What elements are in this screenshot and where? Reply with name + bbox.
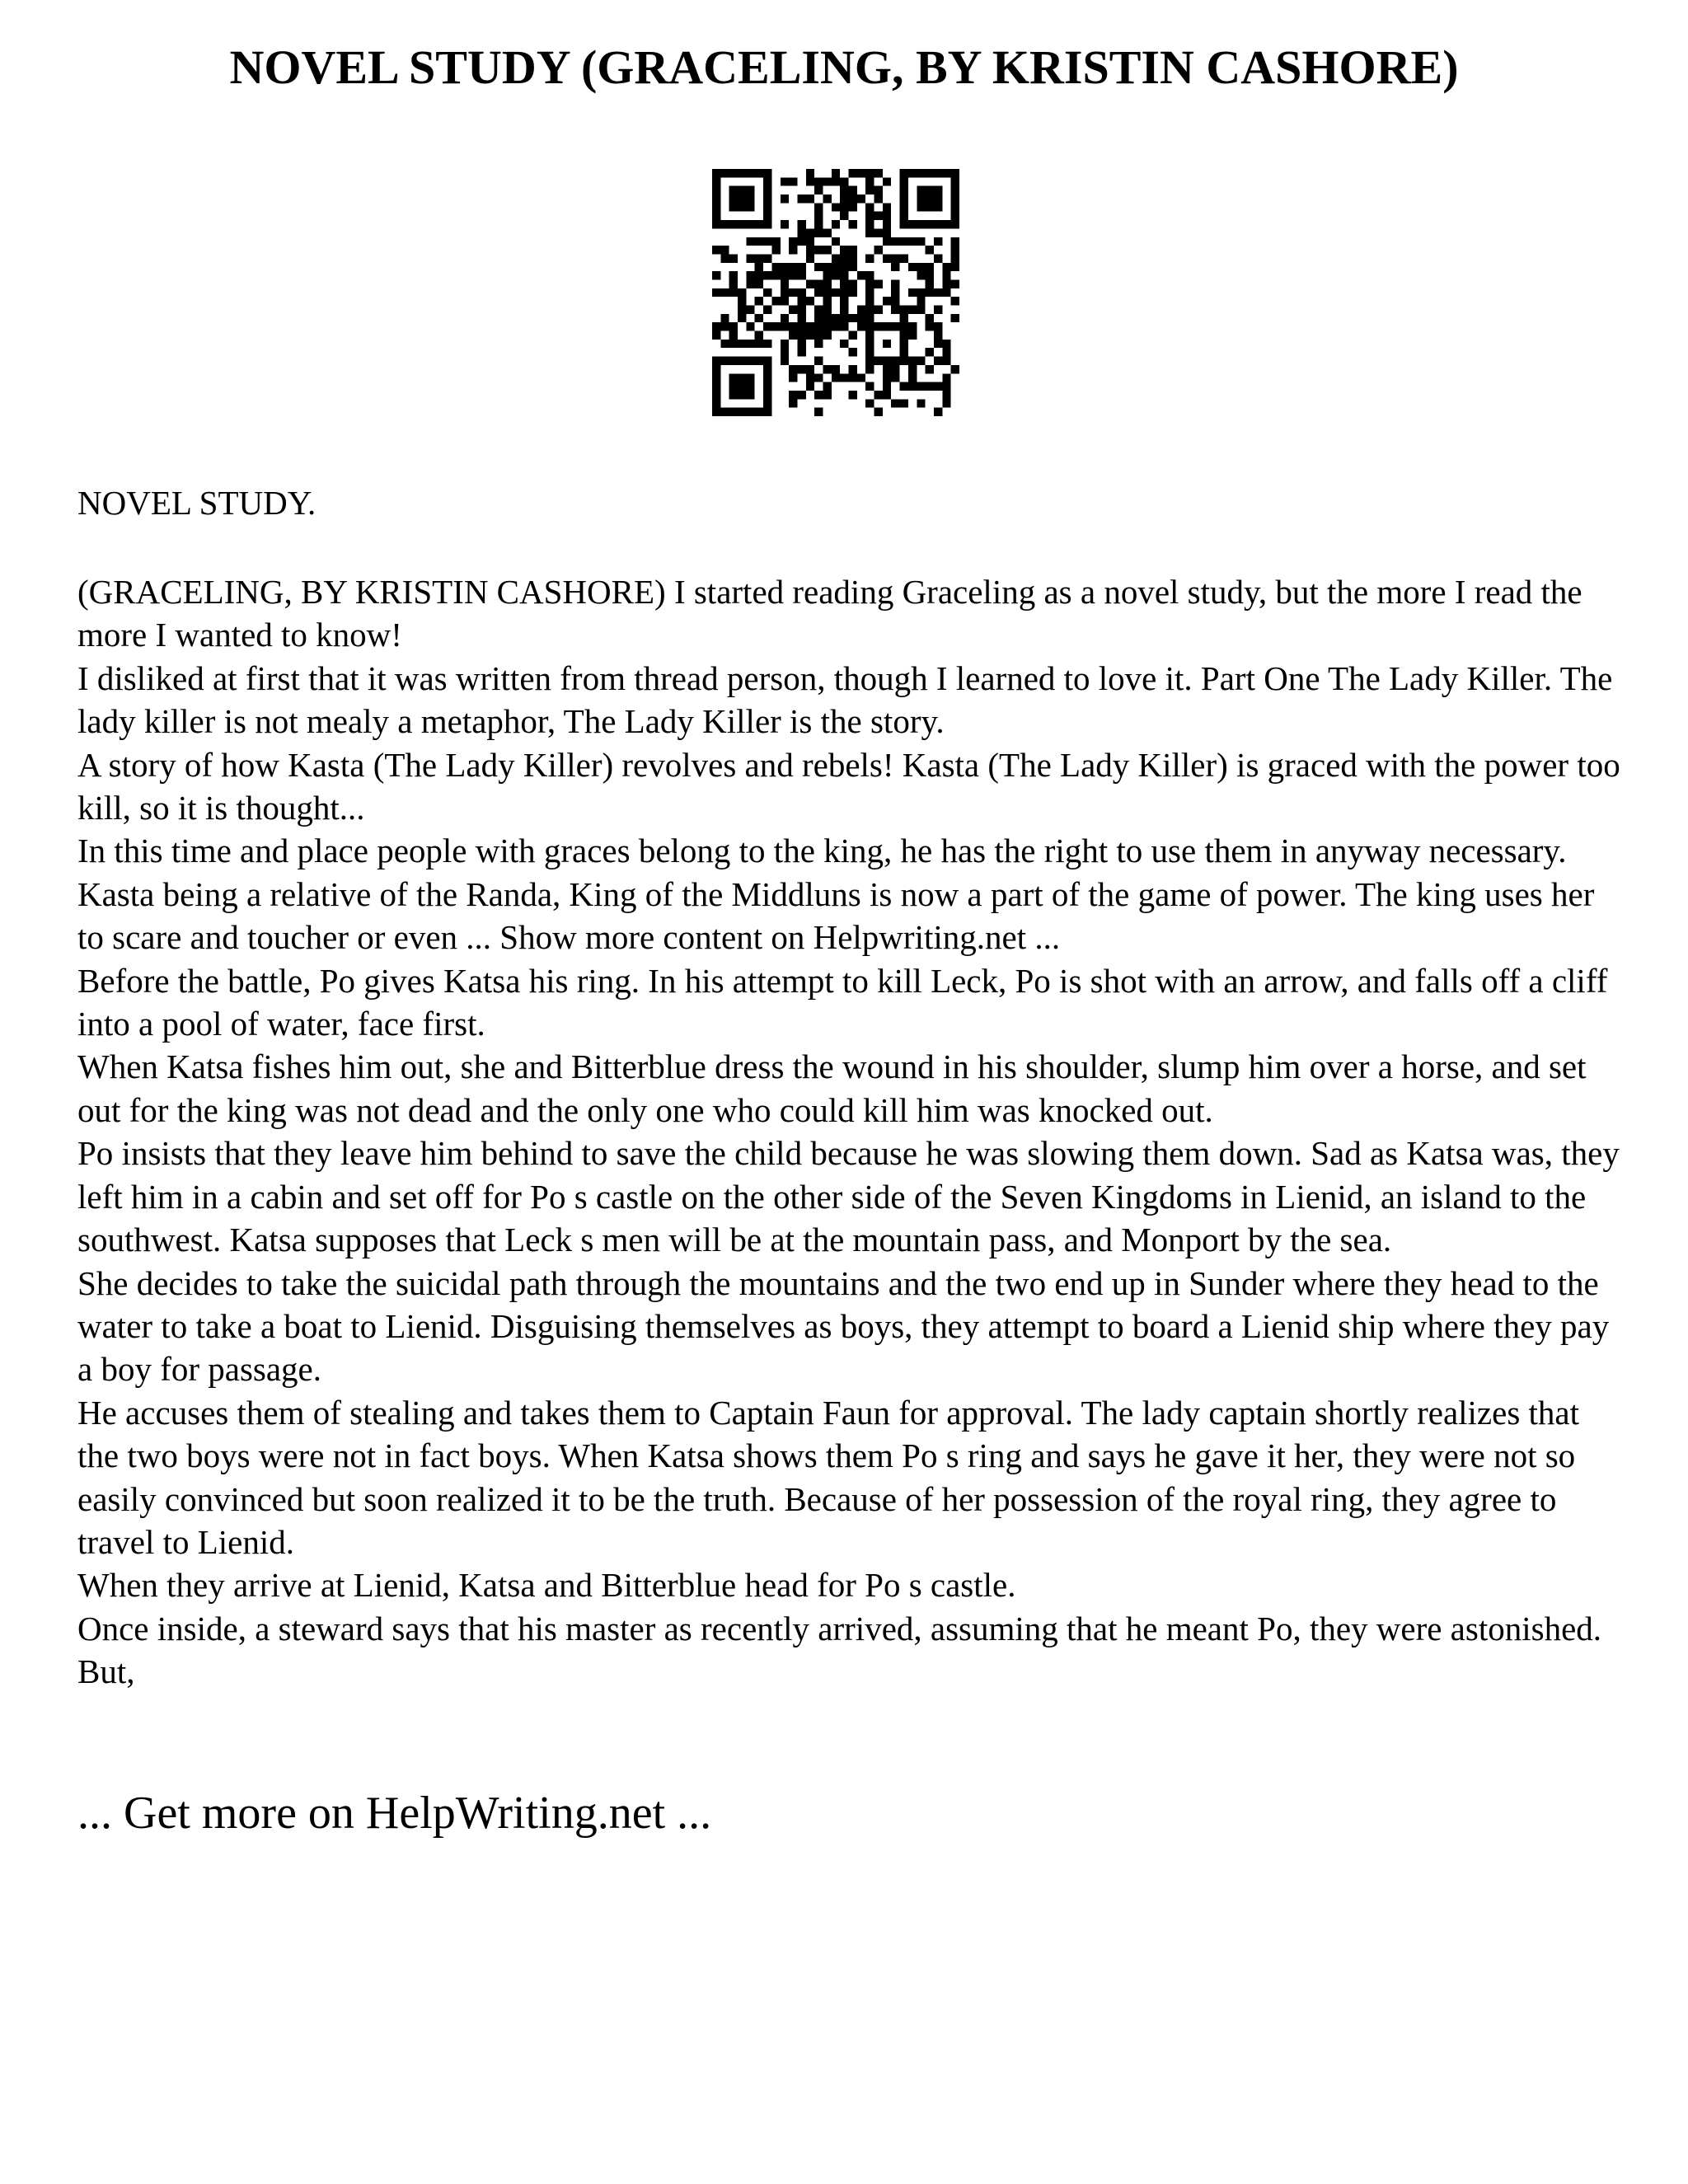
paragraph: When Katsa fishes him out, she and Bitterblue dress the wound in his shoulder, slump him over a horse, and set out for the king was not dead and the only one who could kill him was knocked out. (77, 1047, 1587, 1129)
paragraph: In this time and place people with graces belong to the king, he has the right to use them in anyway necessary. Kasta being a relative of the Randa, King of the Middluns is now a part of the game of power. The king uses her to scare and toucher or even ... Show more content on Helpwriting.net ... (77, 832, 1595, 957)
body-text (77, 570, 1627, 1694)
paragraph: I disliked at first that it was written from thread person, though I learned to love it. Part One The Lady Killer. The lady killer is not mealy a metaphor, The Lady Killer is the story. (77, 658, 1613, 741)
paragraph: She decides to take the suicidal path through the mountains and the two end up in Sunder where they head to the water to take a boat to Lienid. Disguising themselves as boys, they attempt to board a Lienid ship where they pay a boy for passage. (77, 1263, 1610, 1389)
section-heading: NOVEL STUDY. (77, 484, 316, 522)
get-more-link[interactable]: ... Get more on HelpWriting.net ... (77, 1788, 712, 1839)
qr-code-icon (712, 169, 959, 416)
paragraph: Before the battle, Po gives Katsa his ring. In his attempt to kill Leck, Po is shot with an arrow, and falls off a cliff into a pool of water, face first. (77, 961, 1608, 1043)
qr-code-graphic (712, 169, 959, 416)
paragraph: A story of how Kasta (The Lady Killer) revolves and rebels! Kasta (The Lady Killer) is graced with the power too kill, so it is thought... (77, 745, 1620, 827)
paragraph: Po insists that they leave him behind to save the child because he was slowing them down. Sad as Katsa was, they left him in a cabin and set off for Po s castle on the other side of the Seven Kingdoms in Lienid, an island to the southwest. Katsa supposes that Leck s men will be at the mountain pass, and Monport by the sea. (77, 1134, 1620, 1259)
document-title: NOVEL STUDY (GRACELING, BY KRISTIN CASHORE) (229, 40, 1459, 94)
paragraph: Once inside, a steward says that his master as recently arrived, assuming that he meant Po, they were astonished. But, (77, 1609, 1602, 1691)
paragraph: (GRACELING, BY KRISTIN CASHORE) I started reading Graceling as a novel study, but the more I read the more I wanted to know! (77, 573, 1582, 654)
paragraph: When they arrive at Lienid, Katsa and Bitterblue head for Po s castle. (77, 1566, 1016, 1605)
paragraph: He accuses them of stealing and takes them to Captain Faun for approval. The lady captain shortly realizes that the two boys were not in fact boys. When Katsa shows them Po s ring and says he gave it her, they were not so easily convinced but soon realized it to be the truth. Because of her possession of the royal ring, they agree to travel to Lienid. (77, 1393, 1580, 1561)
